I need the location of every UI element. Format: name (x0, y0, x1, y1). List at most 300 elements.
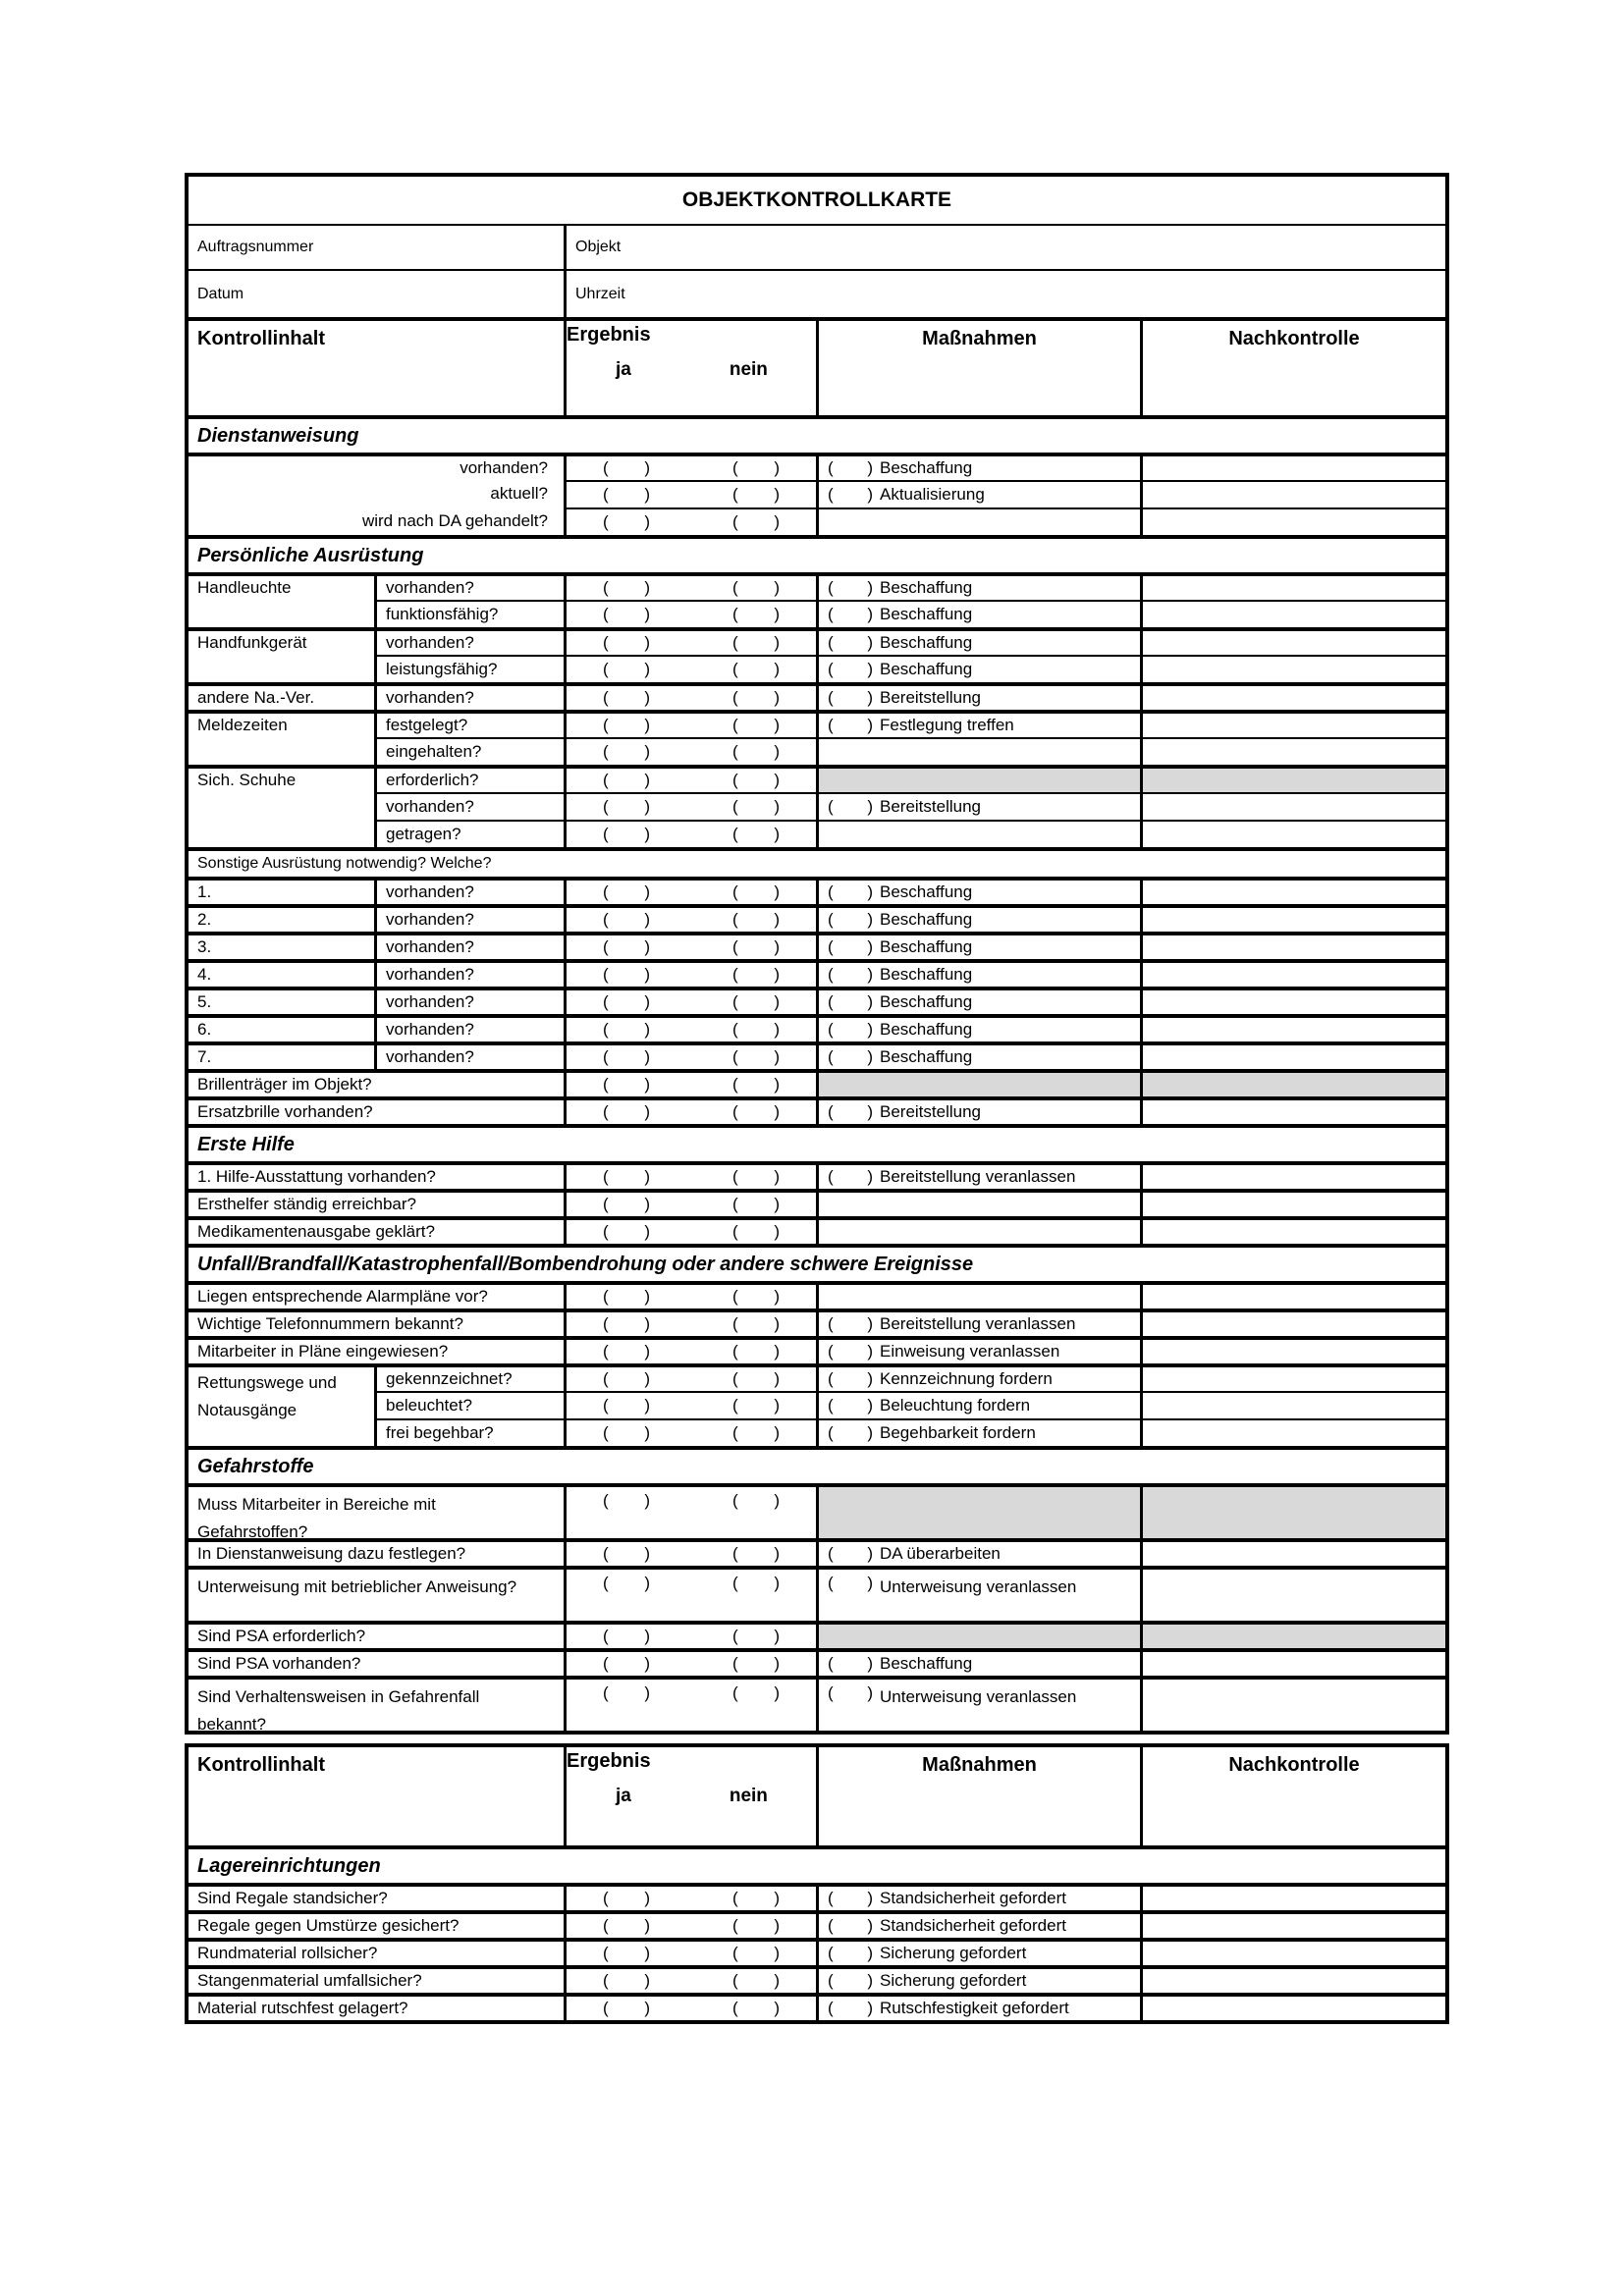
close-bracket: ) (644, 1342, 650, 1361)
open-bracket: ( (603, 1102, 609, 1121)
checkbox-ja (603, 1544, 650, 1564)
close-bracket: ) (774, 716, 780, 734)
nachkontrolle-cell (1143, 1648, 1445, 1676)
section-header (189, 1244, 1445, 1281)
massnahme-cell (819, 904, 1143, 932)
close-bracket: ) (644, 1944, 650, 1962)
nachkontrolle-cell (1143, 1014, 1445, 1041)
question-text: In Dienstanweisung dazu festlegen? (197, 1544, 466, 1563)
open-bracket: ( (732, 1916, 738, 1935)
row-row (189, 453, 1445, 480)
sub-question-text: vorhanden? (386, 937, 474, 956)
checkbox-nein (732, 1423, 780, 1443)
row-group-label (189, 1418, 377, 1446)
close-bracket: ) (774, 1423, 780, 1442)
open-bracket: ( (603, 1491, 609, 1510)
close-bracket: ) (867, 910, 873, 929)
open-bracket: ( (732, 1396, 738, 1415)
header-row (189, 317, 1445, 415)
close-bracket: ) (867, 1971, 873, 1990)
close-bracket: ) (774, 1102, 780, 1121)
massnahme-label: Beschaffung (880, 1020, 973, 1039)
result-cell (567, 1363, 819, 1391)
question-text: Sind PSA vorhanden? (197, 1654, 361, 1673)
open-bracket: ( (828, 1342, 834, 1361)
close-bracket: ) (867, 660, 873, 678)
question-label (189, 1161, 567, 1189)
massnahme-cell (819, 1621, 1143, 1648)
open-bracket: ( (732, 937, 738, 956)
massnahme-label: Aktualisierung (880, 485, 985, 504)
result-cell (567, 1648, 819, 1676)
result-cell (567, 765, 819, 792)
checkbox-nein (732, 1574, 780, 1593)
sub-question-text: gekennzeichnet? (386, 1369, 513, 1388)
checkbox-ja (603, 633, 650, 653)
question-label (189, 1216, 567, 1244)
row-row (189, 1069, 1445, 1096)
checkbox-massnahme (828, 1999, 873, 2018)
open-bracket: ( (603, 512, 609, 531)
section-header-text: Erste Hilfe (197, 1134, 295, 1155)
sub-question-text: vorhanden? (386, 688, 474, 707)
open-bracket: ( (603, 1314, 609, 1333)
close-bracket: ) (867, 1423, 873, 1442)
open-bracket: ( (828, 1314, 834, 1333)
close-bracket: ) (774, 1999, 780, 2017)
close-bracket: ) (644, 485, 650, 504)
massnahme-cell (819, 932, 1143, 959)
close-bracket: ) (644, 742, 650, 761)
close-bracket: ) (867, 937, 873, 956)
row-row (189, 1189, 1445, 1216)
massnahme-cell (819, 959, 1143, 987)
meta-field-label: Auftragsnummer (197, 239, 314, 255)
open-bracket: ( (603, 1423, 609, 1442)
open-bracket: ( (603, 937, 609, 956)
close-bracket: ) (867, 578, 873, 597)
result-cell (567, 792, 819, 820)
ja-header-text: ja (616, 359, 631, 380)
massnahme-label: Bereitstellung (880, 688, 982, 707)
massnahme-label: Beschaffung (880, 578, 973, 597)
checkbox-nein (732, 825, 780, 844)
column-header-massnahmen (819, 317, 1143, 415)
checkbox-nein (732, 1342, 780, 1362)
group-label-text: 5. (197, 992, 212, 1011)
question-text: Brillenträger im Objekt? (197, 1075, 372, 1094)
close-bracket: ) (774, 1369, 780, 1388)
close-bracket: ) (774, 605, 780, 623)
row-row (189, 877, 1445, 904)
nachkontrolle-cell (1143, 1281, 1445, 1308)
checkbox-nein (732, 1544, 780, 1564)
checkbox-massnahme (828, 882, 873, 902)
row-row (189, 627, 1445, 655)
nachkontrolle-cell (1143, 1676, 1445, 1731)
checkbox-nein (732, 1222, 780, 1242)
checkbox-massnahme (828, 1047, 873, 1067)
question-text: Material rutschfest gelagert? (197, 1999, 408, 2017)
column-header-nachkontrolle (1143, 317, 1445, 415)
massnahme-cell (819, 1538, 1143, 1566)
nachkontrolle-cell (1143, 737, 1445, 765)
result-cell (567, 1993, 819, 2020)
checkbox-massnahme (828, 797, 873, 817)
open-bracket: ( (732, 688, 738, 707)
row-sub-question (377, 627, 567, 655)
question-label (189, 480, 567, 507)
open-bracket: ( (732, 992, 738, 1011)
open-bracket: ( (732, 1195, 738, 1213)
checkbox-ja (603, 512, 650, 532)
massnahme-cell (819, 655, 1143, 682)
question-text: vorhanden? (460, 458, 548, 477)
section-header (189, 415, 1445, 453)
close-bracket: ) (774, 882, 780, 901)
row-sub-question (377, 1418, 567, 1446)
group-label-text: 1. (197, 882, 212, 901)
open-bracket: ( (732, 1889, 738, 1907)
massnahme-cell (819, 507, 1143, 535)
ja-nein-subheader (567, 1787, 768, 1806)
checkbox-ja (603, 1195, 650, 1214)
nachkontrolle-cell (1143, 1216, 1445, 1244)
column-header-text: Nachkontrolle (1228, 1754, 1360, 1776)
row-row (189, 1965, 1445, 1993)
nachkontrolle-cell (1143, 655, 1445, 682)
row-group-label (189, 1391, 377, 1418)
close-bracket: ) (867, 1020, 873, 1039)
title-row (189, 177, 1445, 224)
row-row (189, 765, 1445, 792)
sub-question-text: vorhanden? (386, 910, 474, 929)
nachkontrolle-cell (1143, 1938, 1445, 1965)
open-bracket: ( (603, 1167, 609, 1186)
question-label (189, 453, 567, 480)
result-cell (567, 959, 819, 987)
open-bracket: ( (603, 578, 609, 597)
row-sub-question (377, 1363, 567, 1391)
close-bracket: ) (867, 882, 873, 901)
checkbox-ja (603, 992, 650, 1012)
massnahme-label: Rutschfestigkeit gefordert (880, 1999, 1069, 2017)
question-label (189, 1566, 567, 1621)
open-bracket: ( (828, 1047, 834, 1066)
close-bracket: ) (644, 633, 650, 652)
close-bracket: ) (644, 1102, 650, 1121)
close-bracket: ) (774, 771, 780, 789)
checkbox-ja (603, 882, 650, 902)
open-bracket: ( (603, 965, 609, 984)
close-bracket: ) (644, 1020, 650, 1039)
meta-field-label: Uhrzeit (575, 285, 625, 302)
row-row (189, 904, 1445, 932)
checkbox-ja (603, 797, 650, 817)
massnahme-cell (819, 1014, 1143, 1041)
open-bracket: ( (603, 1683, 609, 1702)
close-bracket: ) (644, 605, 650, 623)
row-group-label (189, 682, 377, 710)
nein-header-text: nein (729, 359, 768, 380)
close-bracket: ) (867, 965, 873, 984)
checkbox-nein (732, 797, 780, 817)
massnahme-label: Beschaffung (880, 633, 973, 652)
nachkontrolle-cell (1143, 1391, 1445, 1418)
row-sub-question (377, 765, 567, 792)
row-row (189, 1621, 1445, 1648)
checkbox-nein (732, 458, 780, 478)
massnahme-cell (819, 572, 1143, 600)
column-header-ergebnis (567, 1747, 819, 1845)
row-row (189, 932, 1445, 959)
ja-nein-subheader (567, 360, 768, 380)
open-bracket: ( (603, 825, 609, 843)
close-bracket: ) (644, 1222, 650, 1241)
row-group-label (189, 792, 377, 820)
close-bracket: ) (644, 1195, 650, 1213)
checkbox-nein (732, 512, 780, 532)
massnahme-label: Beleuchtung fordern (880, 1396, 1031, 1415)
open-bracket: ( (732, 1222, 738, 1241)
massnahme-cell (819, 480, 1143, 507)
question-label (189, 1483, 567, 1541)
massnahme-cell (819, 627, 1143, 655)
checkbox-nein (732, 1075, 780, 1095)
close-bracket: ) (774, 1195, 780, 1213)
nachkontrolle-cell (1143, 1189, 1445, 1216)
massnahme-cell (819, 1391, 1143, 1418)
checkbox-massnahme (828, 688, 873, 708)
close-bracket: ) (774, 1889, 780, 1907)
checkbox-ja (603, 1342, 650, 1362)
open-bracket: ( (732, 1574, 738, 1592)
row-row (189, 987, 1445, 1014)
close-bracket: ) (644, 1544, 650, 1563)
result-cell (567, 877, 819, 904)
checkbox-ja (603, 771, 650, 790)
sub-question-text: frei begehbar? (386, 1423, 494, 1442)
open-bracket: ( (828, 578, 834, 597)
question-text: Ersatzbrille vorhanden? (197, 1102, 373, 1121)
close-bracket: ) (644, 1971, 650, 1990)
open-bracket: ( (603, 882, 609, 901)
row-sub-question (377, 932, 567, 959)
nachkontrolle-cell (1143, 1308, 1445, 1336)
sub-question-text: vorhanden? (386, 797, 474, 816)
section-header-text: Persönliche Ausrüstung (197, 545, 424, 566)
open-bracket: ( (603, 1020, 609, 1039)
question-label (189, 1308, 567, 1336)
question-label (189, 1993, 567, 2020)
group-label-text: andere Na.-Ver. (197, 688, 315, 707)
question-text: Sonstige Ausrüstung notwendig? Welche? (197, 855, 492, 872)
group-label-text: Handleuchte (197, 578, 292, 597)
close-bracket: ) (774, 578, 780, 597)
wide-row (189, 847, 1445, 877)
result-cell (567, 572, 819, 600)
result-cell (567, 820, 819, 847)
result-cell (567, 1281, 819, 1308)
checkbox-ja (603, 1627, 650, 1646)
meta-field-label: Datum (197, 285, 244, 302)
checkbox-nein (732, 485, 780, 505)
close-bracket: ) (644, 660, 650, 678)
close-bracket: ) (867, 1396, 873, 1415)
sub-question-text: vorhanden? (386, 992, 474, 1011)
checkbox-ja (603, 1654, 650, 1674)
nachkontrolle-cell (1143, 453, 1445, 480)
close-bracket: ) (774, 512, 780, 531)
sub-question-text: vorhanden? (386, 633, 474, 652)
massnahme-cell (819, 1189, 1143, 1216)
meta-field-right (567, 269, 1445, 317)
checkbox-massnahme (828, 605, 873, 624)
close-bracket: ) (867, 1102, 873, 1121)
row-sub-question (377, 710, 567, 737)
open-bracket: ( (732, 1314, 738, 1333)
open-bracket: ( (828, 910, 834, 929)
open-bracket: ( (603, 1944, 609, 1962)
checkbox-nein (732, 1683, 780, 1703)
open-bracket: ( (732, 1544, 738, 1563)
checkbox-massnahme (828, 1889, 873, 1908)
column-header-text: Kontrollinhalt (197, 328, 325, 349)
checkbox-nein (732, 605, 780, 624)
row-row (189, 1883, 1445, 1910)
close-bracket: ) (774, 992, 780, 1011)
close-bracket: ) (867, 1574, 873, 1592)
close-bracket: ) (774, 1167, 780, 1186)
open-bracket: ( (828, 633, 834, 652)
open-bracket: ( (828, 688, 834, 707)
checkbox-massnahme (828, 1916, 873, 1936)
result-cell (567, 1041, 819, 1069)
checkbox-ja (603, 1287, 650, 1307)
nachkontrolle-cell (1143, 507, 1445, 535)
checkbox-massnahme (828, 1544, 873, 1564)
open-bracket: ( (732, 1944, 738, 1962)
massnahme-label: DA überarbeiten (880, 1544, 1001, 1563)
row-row (189, 1676, 1445, 1734)
nachkontrolle-cell (1143, 1096, 1445, 1124)
row-sub-question (377, 1391, 567, 1418)
checkbox-nein (732, 1314, 780, 1334)
close-bracket: ) (774, 825, 780, 843)
group-label-text: 7. (197, 1047, 212, 1066)
row-group-label (189, 1041, 377, 1069)
meta-field-left (189, 224, 567, 269)
close-bracket: ) (774, 688, 780, 707)
question-label (189, 507, 567, 535)
checkbox-ja (603, 1971, 650, 1991)
open-bracket: ( (603, 485, 609, 504)
checkbox-nein (732, 1944, 780, 1963)
section-row (189, 1845, 1445, 1883)
column-header-kontrollinhalt (189, 1747, 567, 1845)
row-row (189, 1938, 1445, 1965)
massnahme-label: Bereitstellung (880, 797, 982, 816)
checkbox-nein (732, 716, 780, 735)
sub-question-text: vorhanden? (386, 1047, 474, 1066)
close-bracket: ) (867, 485, 873, 504)
sub-question-text: funktionsfähig? (386, 605, 499, 623)
open-bracket: ( (603, 1342, 609, 1361)
close-bracket: ) (774, 1654, 780, 1673)
nein-header-text: nein (729, 1786, 768, 1806)
open-bracket: ( (828, 1889, 834, 1907)
massnahme-cell (819, 682, 1143, 710)
close-bracket: ) (774, 1314, 780, 1333)
open-bracket: ( (732, 458, 738, 477)
checkbox-nein (732, 1654, 780, 1674)
massnahme-cell (819, 453, 1143, 480)
row-row (189, 792, 1445, 820)
close-bracket: ) (644, 716, 650, 734)
open-bracket: ( (828, 1396, 834, 1415)
group-label-text: 2. (197, 910, 212, 929)
checkbox-massnahme (828, 578, 873, 598)
fields-row (189, 224, 1445, 269)
checkbox-nein (732, 633, 780, 653)
row-sub-question (377, 572, 567, 600)
result-cell (567, 480, 819, 507)
close-bracket: ) (774, 1396, 780, 1415)
result-cell (567, 1069, 819, 1096)
close-bracket: ) (867, 1683, 873, 1702)
row-sub-question (377, 1041, 567, 1069)
nachkontrolle-cell (1143, 1910, 1445, 1938)
close-bracket: ) (774, 1544, 780, 1563)
checkbox-nein (732, 688, 780, 708)
close-bracket: ) (867, 688, 873, 707)
nachkontrolle-cell (1143, 1336, 1445, 1363)
checkbox-massnahme (828, 910, 873, 930)
massnahme-label: Sicherung gefordert (880, 1944, 1027, 1962)
massnahme-label: Beschaffung (880, 660, 973, 678)
row-row (189, 1648, 1445, 1676)
open-bracket: ( (732, 1627, 738, 1645)
open-bracket: ( (603, 605, 609, 623)
column-header-text: Nachkontrolle (1228, 328, 1360, 349)
close-bracket: ) (774, 965, 780, 984)
checkbox-massnahme (828, 992, 873, 1012)
massnahme-label: Festlegung treffen (880, 716, 1014, 734)
massnahme-cell (819, 1363, 1143, 1391)
close-bracket: ) (644, 1423, 650, 1442)
form-title-text: OBJEKTKONTROLLKARTE (681, 188, 952, 211)
close-bracket: ) (867, 1314, 873, 1333)
nachkontrolle-cell (1143, 792, 1445, 820)
row-row (189, 1993, 1445, 2020)
close-bracket: ) (644, 1314, 650, 1333)
question-text: Ersthelfer ständig erreichbar? (197, 1195, 417, 1213)
checkbox-nein (732, 1369, 780, 1389)
nachkontrolle-cell (1143, 1161, 1445, 1189)
close-bracket: ) (774, 797, 780, 816)
open-bracket: ( (828, 1167, 834, 1186)
open-bracket: ( (828, 965, 834, 984)
open-bracket: ( (732, 797, 738, 816)
checkbox-massnahme (828, 965, 873, 985)
row-sub-question (377, 987, 567, 1014)
question-text: Liegen entsprechende Alarmpläne vor? (197, 1287, 488, 1306)
row-row (189, 1041, 1445, 1069)
open-bracket: ( (732, 605, 738, 623)
result-cell (567, 932, 819, 959)
section-header (189, 1446, 1445, 1483)
checkbox-nein (732, 1627, 780, 1646)
